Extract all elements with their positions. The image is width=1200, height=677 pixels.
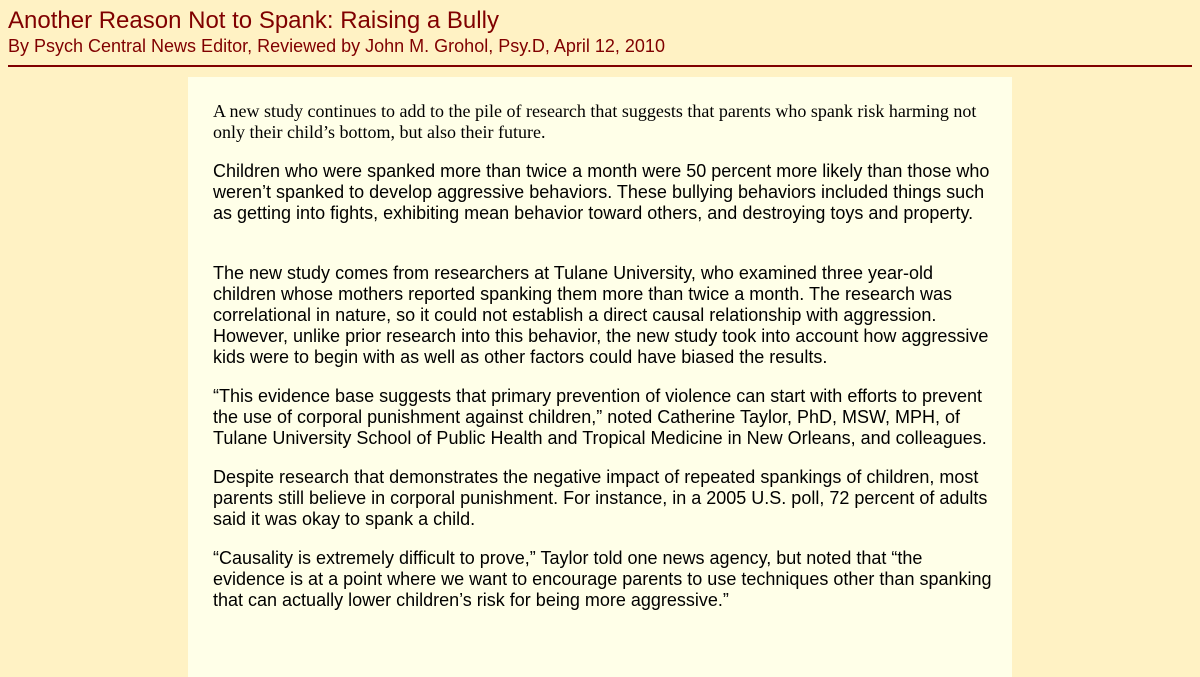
article-title: Another Reason Not to Spank: Raising a Bully	[8, 7, 499, 34]
article-body	[188, 77, 1012, 677]
article-byline: By Psych Central News Editor, Reviewed by John M. Grohol, Psy.D, April 12, 2010	[8, 36, 665, 56]
article-paragraph-lede: A new study continues to add to the pile of research that suggests that parents who spank risk harming not only their child’s bottom, but also their future.	[213, 101, 977, 142]
article-paragraph-quote: “This evidence base suggests that primary prevention of violence can start with efforts to prevent the use of corporal punishment against children,” noted Catherine Taylor, PhD, MSW, MPH, of Tulane University School of Public Health and Tropical Medicine in New Orleans, and colleagues.	[213, 386, 987, 448]
article-paragraph-quote: “Causality is extremely difficult to prove,” Taylor told one news agency, but noted that “the evidence is at a point where we want to encourage parents to use techniques other than spanking that can actually lower children’s risk for being more aggressive.”	[213, 548, 992, 610]
header-divider	[8, 65, 1192, 67]
article-paragraph: Children who were spanked more than twice a month were 50 percent more likely than those who weren’t spanked to develop aggressive behaviors. These bullying behaviors included things such as getting into fights, exhibiting mean behavior toward others, and destroying toys and property.	[213, 161, 990, 223]
article-paragraph: Despite research that demonstrates the negative impact of repeated spankings of children, most parents still believe in corporal punishment. For instance, in a 2005 U.S. poll, 72 percent of adults said it was okay to spank a child.	[213, 467, 988, 529]
article-paragraph: The new study comes from researchers at Tulane University, who examined three year-old children whose mothers reported spanking them more than twice a month. The research was correlational in nature, so it could not establish a direct causal relationship with aggression. However, unlike prior research into this behavior, the new study took into account how aggressive kids were to begin with as well as other factors could have biased the results.	[213, 263, 989, 367]
